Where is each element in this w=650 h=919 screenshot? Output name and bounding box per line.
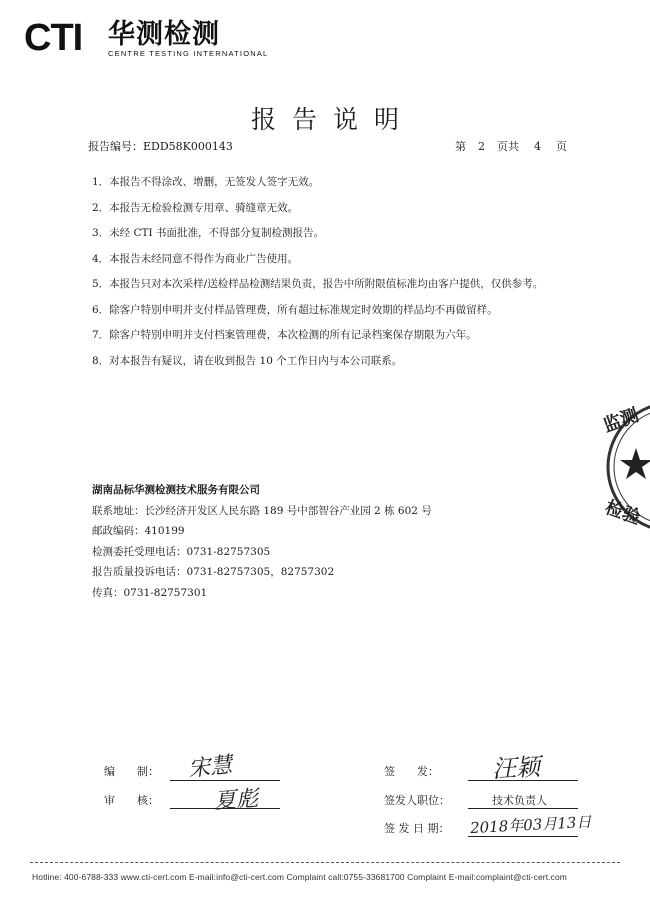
- issue-date-handwritten: 2018年03月13日: [469, 812, 592, 838]
- page-prefix: 第: [455, 140, 466, 153]
- issued-line: [468, 780, 578, 781]
- company-postcode: 邮政编码：410199: [92, 525, 185, 537]
- page-info: [455, 138, 567, 154]
- page-total: 4: [534, 140, 541, 153]
- position-value: 技术负责人: [492, 794, 547, 807]
- note-item: 2．本报告无检验检测专用章、骑缝章无效。: [92, 201, 299, 214]
- position-line: [468, 808, 578, 809]
- reviewed-line: [170, 808, 280, 809]
- position-label: 签发人职位：: [384, 794, 450, 807]
- date-label: 签 发 日 期：: [384, 822, 450, 835]
- page-current: 2: [478, 140, 485, 153]
- note-item: 7．除客户特别申明并支付档案管理费，本次检测的所有记录档案保存期限为六年。: [92, 329, 477, 341]
- note-item: 3．未经 CTI 书面批准，不得部分复制检测报告。: [92, 227, 325, 239]
- page-middle: 页共: [497, 140, 519, 153]
- footer-divider: [30, 862, 620, 863]
- logo-chinese-text: 华测检测: [108, 19, 220, 50]
- company-entrust-phone: 检测委托受理电话：0731-82757305: [92, 545, 271, 558]
- seal-stamp: [592, 392, 650, 542]
- svg-text:监测: 监测: [600, 404, 642, 437]
- company-name: 湖南品标华测检测技术服务有限公司: [92, 484, 260, 496]
- reviewed-signature: 夏彪: [213, 786, 259, 815]
- issued-label: 签 发：: [384, 765, 439, 778]
- reviewed-label: 审 核：: [104, 794, 159, 807]
- company-complaint-phone: 报告质量投诉电话：0731-82757305，82757302: [92, 566, 335, 578]
- logo-cti: [24, 18, 82, 58]
- notes-list: [92, 170, 543, 374]
- company-address: 联系地址：长沙经济开发区人民东路 189 号中部智谷产业园 2 栋 602 号: [92, 504, 432, 517]
- report-number: 报告编号：EDD58K000143: [88, 140, 233, 153]
- svg-text:检验: 检验: [602, 496, 644, 530]
- date-line: [468, 836, 578, 837]
- page-suffix: 页: [556, 140, 567, 153]
- issued-signature: 汪颖: [491, 752, 541, 784]
- prepared-signature: 宋慧: [187, 752, 234, 783]
- company-info: [92, 480, 432, 603]
- note-item: 4．本报告未经同意不得作为商业广告使用。: [92, 252, 299, 265]
- company-fax: 传真：0731-82757301: [92, 586, 208, 599]
- page-title: 报告说明: [250, 105, 415, 134]
- note-item: 8．对本报告有疑议，请在收到报告 10 个工作日内与本公司联系。: [92, 354, 403, 367]
- logo-brand-text: CTI: [24, 17, 83, 59]
- footer-contact: Hotline: 400-6788-333 www.cti-cert.com E-mail:info@cti-cert.com Complaint call:0755-33681700 Complaint E-mail:complaint@cti-cert.com: [32, 872, 567, 882]
- prepared-line: [170, 780, 280, 781]
- prepared-label: 编 制：: [104, 765, 159, 778]
- note-item: 5．本报告只对本次采样/送检样品检测结果负责，报告中所附限值标准均由客户提供，仅供参考。: [92, 278, 544, 290]
- note-item: 1．本报告不得涂改、增删，无签发人签字无效。: [92, 176, 320, 188]
- logo-english-text: CENTRE TESTING INTERNATIONAL: [108, 49, 269, 58]
- note-item: 6．除客户特别申明并支付样品管理费，所有超过标准规定时效期的样品均不再做留样。: [92, 303, 498, 316]
